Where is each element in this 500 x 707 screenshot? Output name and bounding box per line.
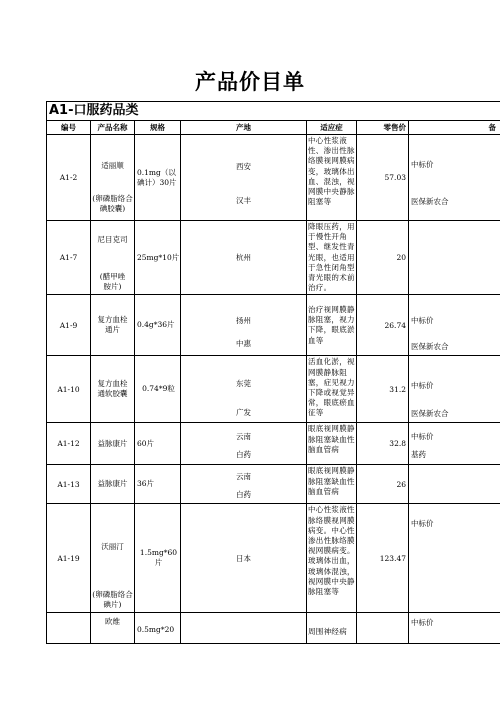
cell-note xyxy=(409,356,500,423)
cell-note xyxy=(409,423,500,465)
page-title: 产品价目单 xyxy=(195,70,305,94)
cell-price: 26.74 xyxy=(357,295,409,356)
cell-note xyxy=(409,465,500,504)
cell-price: 26 xyxy=(357,465,409,504)
cell-note xyxy=(409,221,500,295)
origin-maker: 白药 xyxy=(236,490,251,500)
header-indication: 适应症 xyxy=(307,121,357,135)
table-row xyxy=(47,504,500,613)
header-note: 备 xyxy=(409,121,500,135)
origin-city: 云南 xyxy=(236,432,251,442)
cell-spec: 0.1mg（以碘计）30片 xyxy=(135,135,181,221)
section-title: A1-口服药品类 xyxy=(46,101,500,120)
cell-name xyxy=(91,465,135,504)
cell-price: 32.8 xyxy=(357,423,409,465)
product-name: 益脉康片 xyxy=(97,438,128,448)
cell-spec: 0.4g*36片 xyxy=(135,295,181,356)
cell-origin: 日本 xyxy=(181,504,307,613)
product-name: 复方血栓通软胶囊 xyxy=(97,379,128,399)
origin-maker: 广发 xyxy=(236,408,251,418)
cell-spec: 1.5mg*60片 xyxy=(135,504,181,613)
note-status: 中标价 xyxy=(411,160,434,169)
cell-indication: 活血化淤，视网膜静脉阻塞，症见视力下降或视觉异常，眼底瘀血征等 xyxy=(307,356,357,423)
table-row xyxy=(47,356,500,423)
cell-origin xyxy=(181,613,307,644)
origin-maker: 白药 xyxy=(236,450,251,460)
product-name: 复方血栓通片 xyxy=(97,315,128,335)
cell-indication: 周围神经病 xyxy=(307,613,357,644)
cell-code: A1-19 xyxy=(47,504,91,613)
cell-spec: 25mg*10片 xyxy=(135,221,181,295)
cell-indication: 眼底视网膜静脉阻塞缺血性脑血管病 xyxy=(307,423,357,465)
product-name: 适丽顺 xyxy=(101,161,124,170)
header-origin: 产地 xyxy=(181,121,307,135)
cell-name xyxy=(91,356,135,423)
product-name: 沃丽汀 xyxy=(101,542,124,552)
cell-spec: 0.74*9粒 xyxy=(135,356,181,423)
origin-maker: 汉丰 xyxy=(236,196,251,205)
note-status: 中标价 xyxy=(411,381,434,391)
cell-origin xyxy=(181,135,307,221)
table-row xyxy=(47,135,500,221)
price-table xyxy=(46,120,500,644)
product-generic-name: (卵磷脂络合碘片) xyxy=(92,590,133,610)
cell-note: 中标价 xyxy=(409,613,500,644)
cell-price: 31.2 xyxy=(357,356,409,423)
note-insurance: 医保新农合 xyxy=(411,197,449,206)
origin-maker: 中惠 xyxy=(236,339,251,349)
cell-note xyxy=(409,295,500,356)
note-insurance: 医保新农合 xyxy=(411,409,449,419)
cell-code: A1-13 xyxy=(47,465,91,504)
cell-name xyxy=(91,613,135,644)
header-name: 产品名称 xyxy=(91,121,135,135)
cell-price: 20 xyxy=(357,221,409,295)
product-name: 益脉康片 xyxy=(97,479,128,489)
cell-origin xyxy=(181,465,307,504)
cell-spec: 0.5mg*20 xyxy=(135,613,181,644)
cell-code: A1-2 xyxy=(47,135,91,221)
cell-code: A1-7 xyxy=(47,221,91,295)
origin-city: 云南 xyxy=(236,472,251,482)
cell-name xyxy=(91,423,135,465)
table-row xyxy=(47,465,500,504)
header-code: 编号 xyxy=(47,121,91,135)
cell-code: A1-10 xyxy=(47,356,91,423)
cell-code xyxy=(47,613,91,644)
cell-spec: 60片 xyxy=(135,423,181,465)
cell-indication: 中心性浆液性、渗出性脉络膜视网膜病变，玻璃体出血、混浊，视网膜中央静脉阻塞等 xyxy=(307,135,357,221)
table-row xyxy=(47,221,500,295)
cell-note xyxy=(409,135,500,221)
table-row xyxy=(47,423,500,465)
cell-origin xyxy=(181,423,307,465)
cell-indication: 降眼压药，用于慢性开角型、继发性青光眼，也适用于急性闭角型青光眼的术前治疗。 xyxy=(307,221,357,295)
table-header-row xyxy=(47,121,500,135)
price-sheet xyxy=(46,101,500,644)
cell-name xyxy=(91,295,135,356)
cell-code: A1-12 xyxy=(47,423,91,465)
cell-spec: 36片 xyxy=(135,465,181,504)
note-status: 中标价 xyxy=(411,519,434,529)
cell-indication: 中心性浆液性脉络膜视网膜病变。中心性渗出性脉络膜视网膜病变。玻璃体出血，玻璃体混浊，视网膜中央静脉阻塞等 xyxy=(307,504,357,613)
cell-name xyxy=(91,504,135,613)
cell-note xyxy=(409,504,500,613)
cell-name xyxy=(91,135,135,221)
origin-city: 东莞 xyxy=(236,379,251,389)
origin-city: 扬州 xyxy=(236,316,251,326)
cell-origin xyxy=(181,356,307,423)
table-row xyxy=(47,295,500,356)
note-insurance: 医保新农合 xyxy=(411,342,449,352)
header-spec: 规格 xyxy=(135,121,181,135)
product-name: 欧维 xyxy=(105,617,120,627)
origin-city: 西安 xyxy=(236,162,251,171)
product-generic-name: (卵磷脂络合碘胶囊) xyxy=(92,194,133,213)
cell-name xyxy=(91,221,135,295)
cell-indication: 治疗视网膜静脉阻塞，视力下降，眼底淤血等 xyxy=(307,295,357,356)
header-price: 零售价 xyxy=(357,121,409,135)
cell-price: 57.03 xyxy=(357,135,409,221)
cell-indication: 眼底视网膜静脉阻塞缺血性脑血管病 xyxy=(307,465,357,504)
note-insurance: 基药 xyxy=(411,450,426,460)
product-name: 尼目克司 xyxy=(97,235,128,244)
cell-code: A1-9 xyxy=(47,295,91,356)
table-row xyxy=(47,613,500,644)
cell-price: 123.47 xyxy=(357,504,409,613)
cell-origin xyxy=(181,295,307,356)
note-status: 中标价 xyxy=(411,316,434,326)
product-generic-name: (醋甲唑胺片) xyxy=(99,272,126,292)
cell-origin: 杭州 xyxy=(181,221,307,295)
note-status: 中标价 xyxy=(411,432,434,442)
cell-price xyxy=(357,613,409,644)
